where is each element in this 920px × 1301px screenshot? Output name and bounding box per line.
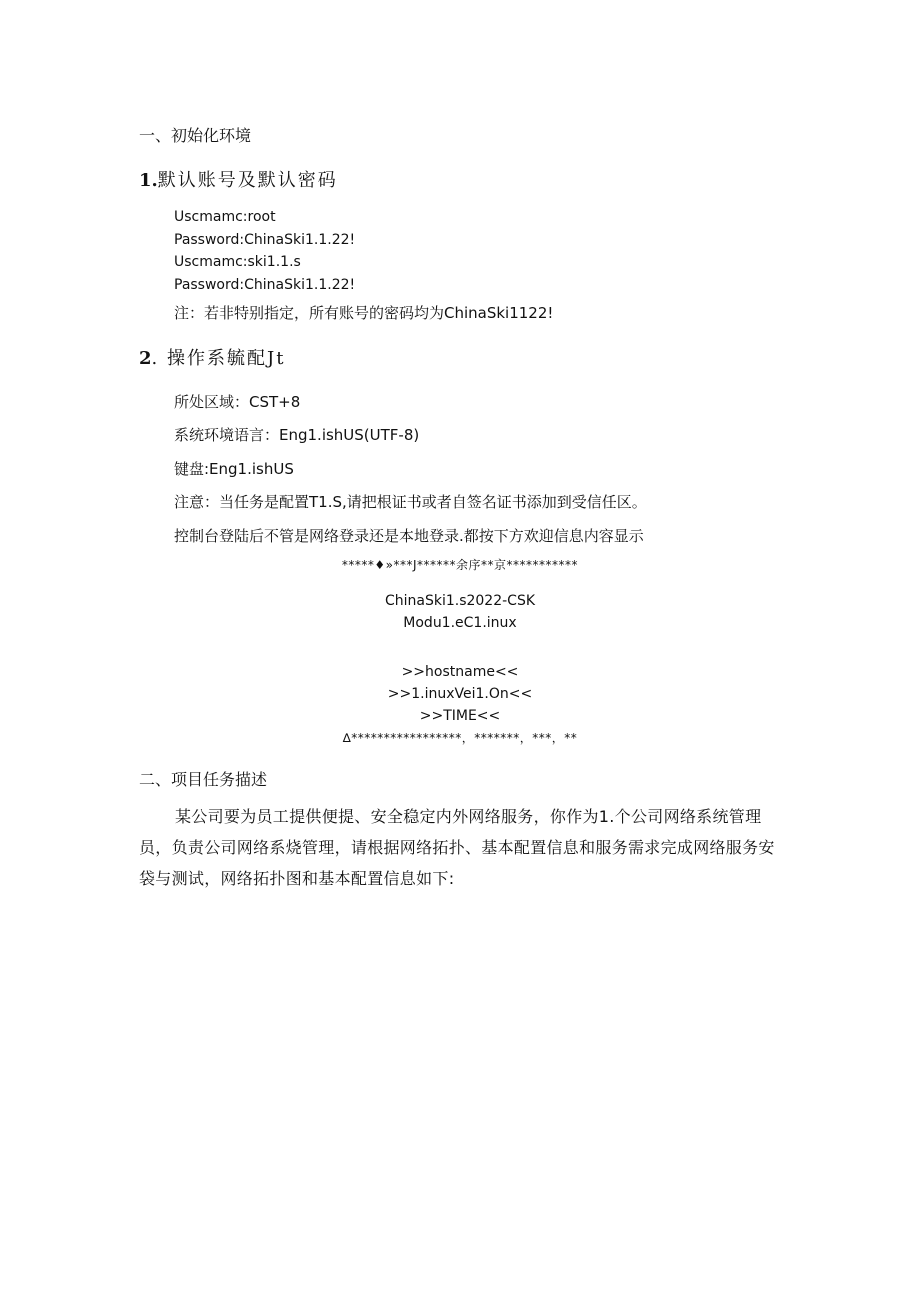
banner-top-border: *****♦»***J******余序**京*********** [341, 558, 579, 572]
section-heading-init: 一、初始化环境 [139, 126, 252, 145]
os-item-tls-note: 注意：当任务是配置T1.S,请把根证书或者自签名证书添加到受信任区。 [174, 493, 647, 511]
subheading-number: 2 [139, 348, 152, 369]
account-line: Uscmamc:root [174, 209, 276, 225]
banner-line: ChinaSki1.s2022-CSK [384, 593, 536, 609]
banner-bottom-border: ∆*****************，*******，***，** [342, 731, 578, 745]
subheading-number: 1. [139, 170, 158, 191]
banner-line: >>TIME<< [419, 708, 501, 724]
subheading-os-config [139, 349, 285, 369]
banner-line: Modu1.eC1.inux [403, 615, 517, 631]
subheading-default-accounts [139, 171, 338, 191]
os-item-timezone: 所处区域：CST+8 [174, 393, 301, 411]
account-line: Password:ChinaSki1.1.22! [174, 232, 356, 248]
subheading-title: 默认账号及默认密码 [157, 170, 338, 191]
task-description-paragraph: 某公司要为员工提供便提、安全稳定内外网络服务，你作为1.个公司网络系统管理员，负责公司网络系烧管理，请根据网络拓扑、基本配置信息和服务需求完成网络服务安袋与测试，网络拓扑图和基本配置信息如下: [139, 807, 775, 888]
subheading-title: . 操作系毓配Jt [151, 348, 286, 369]
password-note: 注：若非特别指定，所有账号的密码均为ChinaSki1122! [174, 304, 554, 322]
banner-line: >>hostname<< [401, 664, 519, 680]
os-item-console-note: 控制台登陆后不管是网络登录还是本地登录.都按下方欢迎信息内容显示 [174, 527, 644, 545]
section-heading-task: 二、项目任务描述 [139, 770, 268, 789]
os-item-language: 系统环境语言：Eng1.ishUS(UTF-8) [174, 426, 420, 444]
os-item-keyboard: 键盘:Eng1.ishUS [174, 460, 294, 478]
account-line: Uscmamc:ski1.1.s [174, 254, 301, 270]
account-line: Password:ChinaSki1.1.22! [174, 277, 356, 293]
banner-line: >>1.inuxVei1.On<< [387, 686, 533, 702]
